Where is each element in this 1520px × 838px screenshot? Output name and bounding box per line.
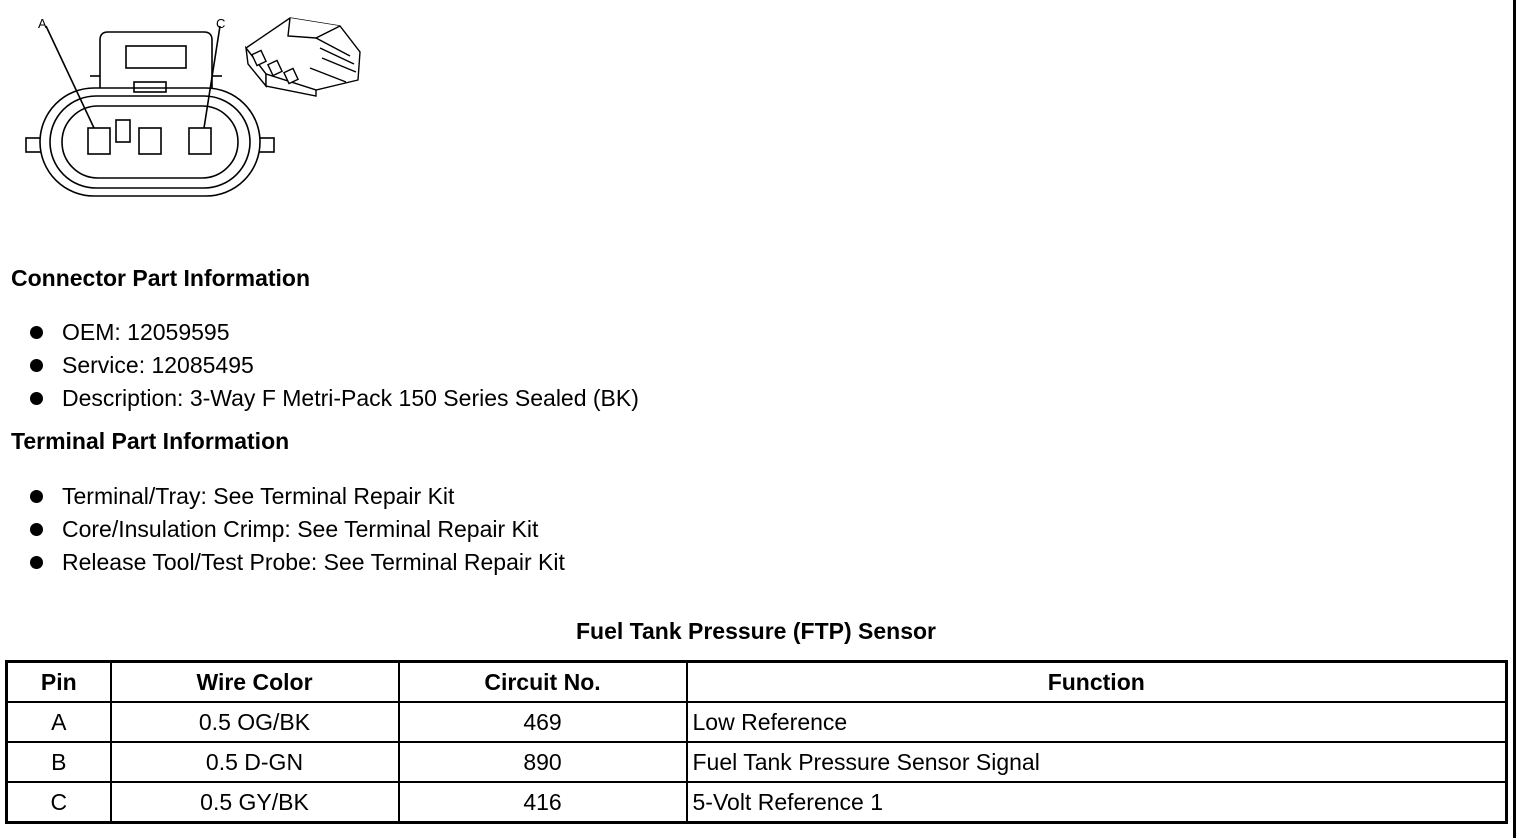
header-function: Function <box>687 662 1507 703</box>
bullet-icon <box>30 523 43 536</box>
function-cell: Fuel Tank Pressure Sensor Signal <box>687 742 1507 782</box>
page-right-border <box>1513 0 1516 838</box>
bullet-icon <box>30 326 43 339</box>
bullet-icon <box>30 392 43 405</box>
pin-cell: A <box>7 702 111 742</box>
bullet-icon <box>30 490 43 503</box>
list-item <box>30 316 639 349</box>
table-header-row <box>7 662 1507 703</box>
connector-oem: OEM: 12059595 <box>62 319 230 345</box>
connector-diagram <box>20 8 380 208</box>
circuit-cell: 469 <box>399 702 687 742</box>
pin-table-caption: Fuel Tank Pressure (FTP) Sensor <box>575 618 936 644</box>
function-cell: Low Reference <box>687 702 1507 742</box>
circuit-cell: 416 <box>399 782 687 823</box>
circuit-cell: 890 <box>399 742 687 782</box>
function-cell: 5-Volt Reference 1 <box>687 782 1507 823</box>
pin-c-label: C <box>216 16 226 31</box>
list-item <box>30 480 565 513</box>
connector-service: Service: 12085495 <box>62 352 254 378</box>
list-item <box>30 513 565 546</box>
terminal-release-tool: Release Tool/Test Probe: See Terminal Repair Kit <box>62 549 565 575</box>
pin-table <box>5 660 1508 824</box>
list-item <box>30 546 565 579</box>
terminal-tray: Terminal/Tray: See Terminal Repair Kit <box>62 483 455 509</box>
pin-cell: B <box>7 742 111 782</box>
table-row <box>7 702 1507 742</box>
header-pin: Pin <box>7 662 111 703</box>
header-wire-color: Wire Color <box>111 662 399 703</box>
connector-description: Description: 3-Way F Metri-Pack 150 Series Sealed (BK) <box>62 385 639 411</box>
terminal-crimp: Core/Insulation Crimp: See Terminal Repair Kit <box>62 516 539 542</box>
pin-cell: C <box>7 782 111 823</box>
connector-info-title: Connector Part Information <box>11 265 311 291</box>
connector-info-list <box>30 316 639 415</box>
wire-color-cell: 0.5 D-GN <box>111 742 399 782</box>
wire-color-cell: 0.5 GY/BK <box>111 782 399 823</box>
list-item <box>30 382 639 415</box>
connector-iso-illustration <box>246 18 360 96</box>
table-row <box>7 742 1507 782</box>
wire-color-cell: 0.5 OG/BK <box>111 702 399 742</box>
terminal-info-title: Terminal Part Information <box>11 428 290 454</box>
list-item <box>30 349 639 382</box>
table-row <box>7 782 1507 823</box>
header-circuit-no: Circuit No. <box>399 662 687 703</box>
bullet-icon <box>30 556 43 569</box>
pin-a-label: A <box>38 16 47 31</box>
terminal-info-list <box>30 480 565 579</box>
bullet-icon <box>30 359 43 372</box>
